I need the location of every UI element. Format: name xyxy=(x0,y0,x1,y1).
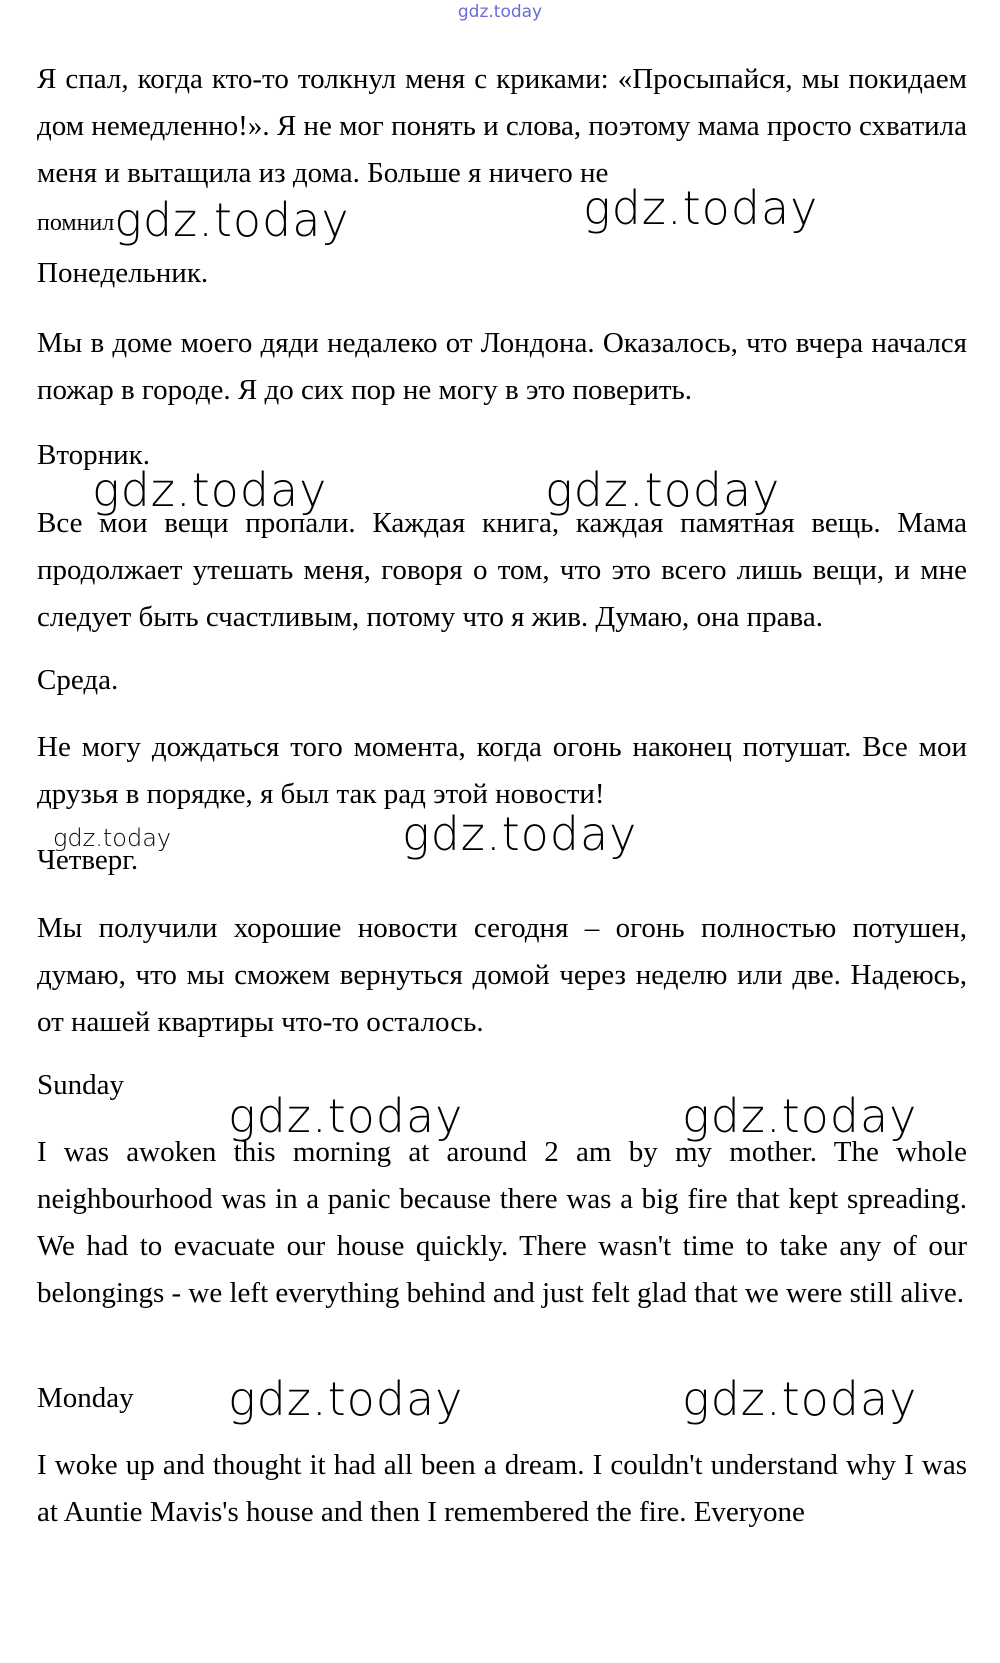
paragraph-7: I woke up and thought it had all been a dream. I couldn't understand why I was at Auntie Mavis's house and then I remembered the fire. Everyone xyxy=(37,1449,967,1528)
paragraph-1 xyxy=(37,56,967,247)
heading-thursday-ru: Четверг. xyxy=(37,844,139,876)
watermark: gdz.today xyxy=(402,807,638,861)
watermark: gdz.today xyxy=(92,463,328,517)
heading-monday: Monday xyxy=(37,1382,134,1414)
watermark-small: gdz.today xyxy=(53,824,172,852)
watermark: gdz.today xyxy=(545,463,781,517)
watermark: gdz.today xyxy=(583,181,819,235)
watermark-inline: gdz.today xyxy=(114,193,350,247)
watermark: gdz.today xyxy=(228,1372,464,1426)
heading-monday-ru: Понедельник. xyxy=(37,257,209,289)
paragraph-1-text: Я спал, когда кто-то толкнул меня с криками: «Просыпайся, мы покидаем дом немедленно!». Я не мог понять и слова, поэтому мама просто схватила меня и вытащила из дома. Больше я ничего не xyxy=(37,63,967,189)
watermark: gdz.today xyxy=(682,1089,918,1143)
paragraph-4: Не могу дождаться того момента, когда огонь наконец потушат. Все мои друзья в порядке, я был так рад этой новости! xyxy=(37,731,967,810)
paragraph-5: Мы получили хорошие новости сегодня – огонь полностью потушен, думаю, что мы сможем вернуться домой через неделю или две. Надеюсь, от нашей квартиры что-то осталось. xyxy=(37,912,967,1038)
heading-tuesday-ru: Вторник. xyxy=(37,439,151,471)
paragraph-1-last-word: помнил xyxy=(37,210,115,236)
heading-sunday: Sunday xyxy=(37,1069,124,1101)
watermark: gdz.today xyxy=(682,1372,918,1426)
header-watermark: gdz.today xyxy=(457,2,543,22)
paragraph-6: I was awoken this morning at around 2 am by my mother. The whole neighbourhood was in a panic because there was a big fire that kept spreading. We had to evacuate our house quickly. There wasn't time to take any of our belongings - we left everything behind and just felt glad that we were still alive. xyxy=(37,1136,967,1309)
paragraph-3: Все мои вещи пропали. Каждая книга, каждая памятная вещь. Мама продолжает утешать меня, говоря о том, что это всего лишь вещи, и мне следует быть счастливым, потому что я жив. Думаю, она права. xyxy=(37,507,967,633)
heading-wednesday-ru: Среда. xyxy=(37,664,119,696)
paragraph-2: Мы в доме моего дяди недалеко от Лондона. Оказалось, что вчера начался пожар в городе. Я до сих пор не могу в это поверить. xyxy=(37,327,967,406)
watermark: gdz.today xyxy=(228,1089,464,1143)
